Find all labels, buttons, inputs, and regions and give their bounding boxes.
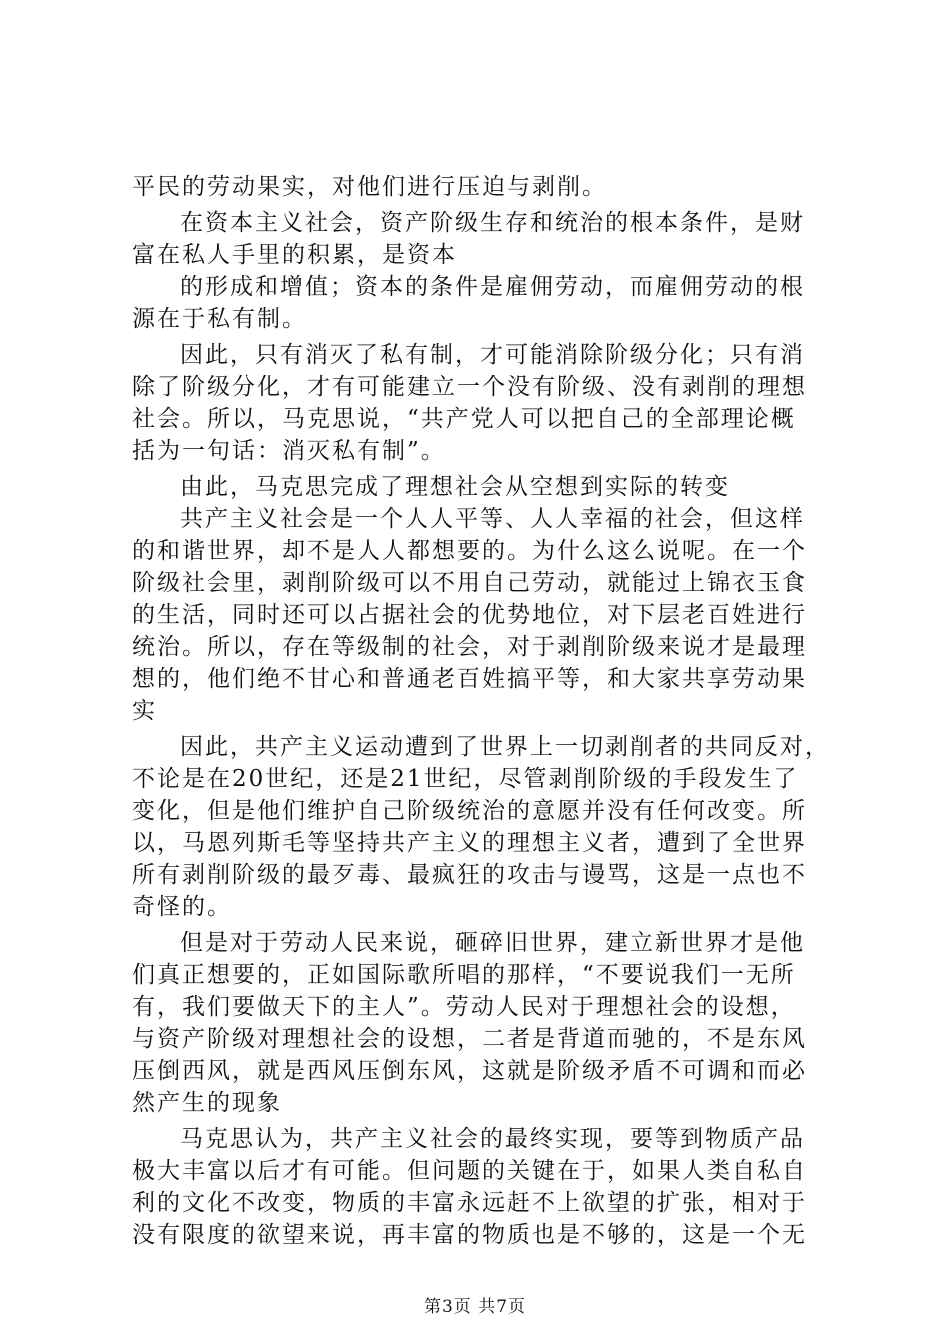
text-line: 阶级社会里，剥削阶级可以不用自己劳动，就能过上锦衣玉食 bbox=[132, 570, 807, 596]
text-line: 共产主义社会是一个人人平等、人人幸福的社会，但这样 bbox=[180, 506, 805, 532]
text-line: 有，我们要做天下的主人”。劳动人民对于理想社会的设想， bbox=[132, 994, 796, 1020]
text-line: 由此，马克思完成了理想社会从空想到实际的转变 bbox=[180, 474, 730, 500]
text-line: 因此，只有消灭了私有制，才可能消除阶级分化；只有消 bbox=[180, 342, 805, 368]
text-line: 因此，共产主义运动遭到了世界上一切剥削者的共同反对， bbox=[180, 734, 830, 760]
text-line: 括为一句话：消灭私有制”。 bbox=[132, 438, 446, 464]
text-line: 想的，他们绝不甘心和普通老百姓搞平等，和大家共享劳动果 bbox=[132, 666, 807, 692]
text-line: 所有剥削阶级的最歹毒、最疯狂的攻击与谩骂，这是一点也不 bbox=[132, 862, 807, 888]
text-line: 除了阶级分化，才有可能建立一个没有阶级、没有剥削的理想 bbox=[132, 374, 807, 400]
text-line: 平民的劳动果实，对他们进行压迫与剥削。 bbox=[132, 174, 607, 200]
text-line: 但是对于劳动人民来说，砸碎旧世界，建立新世界才是他 bbox=[180, 930, 805, 956]
text-line: 统治。所以，存在等级制的社会，对于剥削阶级来说才是最理 bbox=[132, 634, 807, 660]
text-line: 没有限度的欲望来说，再丰富的物质也是不够的，这是一个无 bbox=[132, 1222, 807, 1248]
page-number-footer: 第3页 共7页 bbox=[423, 1297, 527, 1317]
text-line: 然产生的现象 bbox=[132, 1090, 282, 1116]
text-line: 极大丰富以后才有可能。但问题的关键在于，如果人类自私自 bbox=[132, 1158, 807, 1184]
text-line: 马克思认为，共产主义社会的最终实现，要等到物质产品 bbox=[180, 1126, 805, 1152]
text-line: 变化，但是他们维护自己阶级统治的意愿并没有任何改变。所 bbox=[132, 798, 807, 824]
text-line: 的和谐世界，却不是人人都想要的。为什么这么说呢。在一个 bbox=[132, 538, 807, 564]
text-line: 不论是在20世纪，还是21世纪，尽管剥削阶级的手段发生了 bbox=[132, 766, 799, 792]
text-line: 以，马恩列斯毛等坚持共产主义的理想主义者，遭到了全世界 bbox=[132, 830, 807, 856]
text-line: 实 bbox=[132, 698, 157, 724]
text-line: 利的文化不改变，物质的丰富永远赶不上欲望的扩张，相对于 bbox=[132, 1190, 807, 1216]
text-line: 的形成和增值；资本的条件是雇佣劳动，而雇佣劳动的根 bbox=[180, 274, 805, 300]
text-line: 们真正想要的，正如国际歌所唱的那样，“不要说我们一无所 bbox=[132, 962, 796, 988]
text-line: 在资本主义社会，资产阶级生存和统治的根本条件，是财 bbox=[180, 210, 805, 236]
text-line: 社会。所以，马克思说，“共产党人可以把自己的全部理论概 bbox=[132, 406, 796, 432]
text-line: 的生活，同时还可以占据社会的优势地位，对下层老百姓进行 bbox=[132, 602, 807, 628]
text-line: 奇怪的。 bbox=[132, 894, 232, 920]
text-line: 富在私人手里的积累，是资本 bbox=[132, 242, 457, 268]
text-line: 源在于私有制。 bbox=[132, 306, 307, 332]
text-line: 压倒西风，就是西风压倒东风，这就是阶级矛盾不可调和而必 bbox=[132, 1058, 807, 1084]
text-line: 与资产阶级对理想社会的设想，二者是背道而驰的，不是东风 bbox=[132, 1026, 807, 1052]
